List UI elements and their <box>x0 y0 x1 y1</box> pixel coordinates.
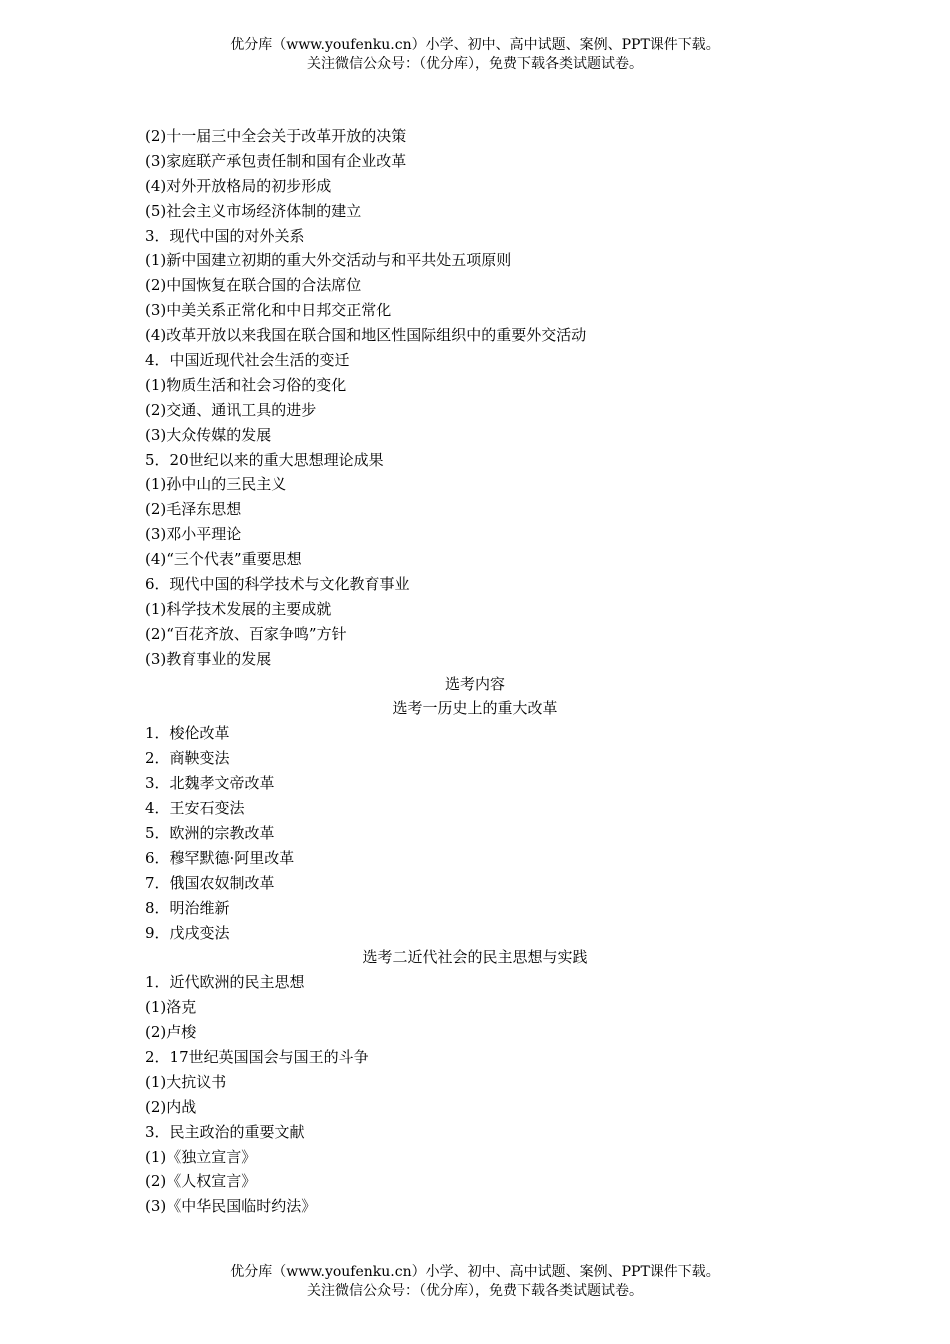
document-line: (4)改革开放以来我国在联合国和地区性国际组织中的重要外交活动 <box>145 326 587 345</box>
document-line: (2)毛泽东思想 <box>145 500 242 519</box>
document-body <box>145 124 805 1219</box>
document-line: (2)卢梭 <box>145 1023 197 1042</box>
document-line: (2)中国恢复在联合国的合法席位 <box>145 276 362 295</box>
document-line: 7．俄国农奴制改革 <box>145 873 275 892</box>
document-line: (2)“百花齐放、百家争鸣”方针 <box>145 624 347 643</box>
document-line: 6．穆罕默德·阿里改革 <box>145 848 295 867</box>
section-heading: 选考一历史上的重大改革 <box>392 699 558 718</box>
document-line: (2)十一届三中全会关于改革开放的决策 <box>145 127 407 145</box>
footer-line-1: 优分库（www.youfenku.cn）小学、初中、高中试题、案例、PPT课件下载。 <box>230 1264 720 1280</box>
document-line: (2)内战 <box>145 1097 197 1116</box>
document-line: (3)大众传媒的发展 <box>145 425 272 444</box>
section-heading: 选考二近代社会的民主思想与实践 <box>362 948 588 967</box>
document-line: (4)对外开放格局的初步形成 <box>145 176 332 195</box>
header-line-2: 关注微信公众号：（优分库），免费下载各类试题试卷。 <box>307 56 643 72</box>
document-line: (1)物质生活和社会习俗的变化 <box>145 375 347 394</box>
document-line: 9．戊戌变法 <box>145 923 230 942</box>
document-line: 1．近代欧洲的民主思想 <box>145 973 305 992</box>
footer-line-2: 关注微信公众号：（优分库），免费下载各类试题试卷。 <box>307 1283 643 1299</box>
document-line: (1)新中国建立初期的重大外交活动与和平共处五项原则 <box>145 251 512 270</box>
document-line: (2)交通、通讯工具的进步 <box>145 400 317 419</box>
document-line: 5．欧洲的宗教改革 <box>145 823 275 842</box>
page-header <box>0 36 950 74</box>
document-line: (4)“三个代表”重要思想 <box>145 550 302 569</box>
document-line: 4．王安石变法 <box>145 799 245 818</box>
document-line: 6．现代中国的科学技术与文化教育事业 <box>145 575 410 594</box>
document-line: 8．明治维新 <box>145 898 230 917</box>
section-heading: 选考内容 <box>444 674 505 693</box>
document-line: (1)大抗议书 <box>145 1072 227 1091</box>
document-line: 4．中国近现代社会生活的变迁 <box>145 351 350 370</box>
document-line: (3)邓小平理论 <box>145 525 242 544</box>
document-line: 5．20世纪以来的重大思想理论成果 <box>145 450 384 469</box>
document-line: (3)《中华民国临时约法》 <box>145 1197 317 1216</box>
document-line: 2．商鞅变法 <box>145 749 230 768</box>
document-line: (2)《人权宣言》 <box>145 1172 257 1191</box>
header-line-1: 优分库（www.youfenku.cn）小学、初中、高中试题、案例、PPT课件下载。 <box>230 37 720 53</box>
document-line: (1)科学技术发展的主要成就 <box>145 599 332 618</box>
document-line: (1)孙中山的三民主义 <box>145 475 287 494</box>
document-line: (3)教育事业的发展 <box>145 649 272 668</box>
document-line: 1．梭伦改革 <box>145 724 230 743</box>
document-line: 2．17世纪英国国会与国王的斗争 <box>145 1047 369 1066</box>
document-line: (3)中美关系正常化和中日邦交正常化 <box>145 301 392 320</box>
document-line: (1)《独立宣言》 <box>145 1147 257 1166</box>
document-line: 3．民主政治的重要文献 <box>145 1122 305 1141</box>
page-footer <box>0 1263 950 1301</box>
document-line: (3)家庭联产承包责任制和国有企业改革 <box>145 151 407 170</box>
document-line: (5)社会主义市场经济体制的建立 <box>145 201 362 220</box>
document-line: (1)洛克 <box>145 998 197 1017</box>
document-line: 3．现代中国的对外关系 <box>145 226 305 245</box>
document-line: 3．北魏孝文帝改革 <box>145 774 275 793</box>
